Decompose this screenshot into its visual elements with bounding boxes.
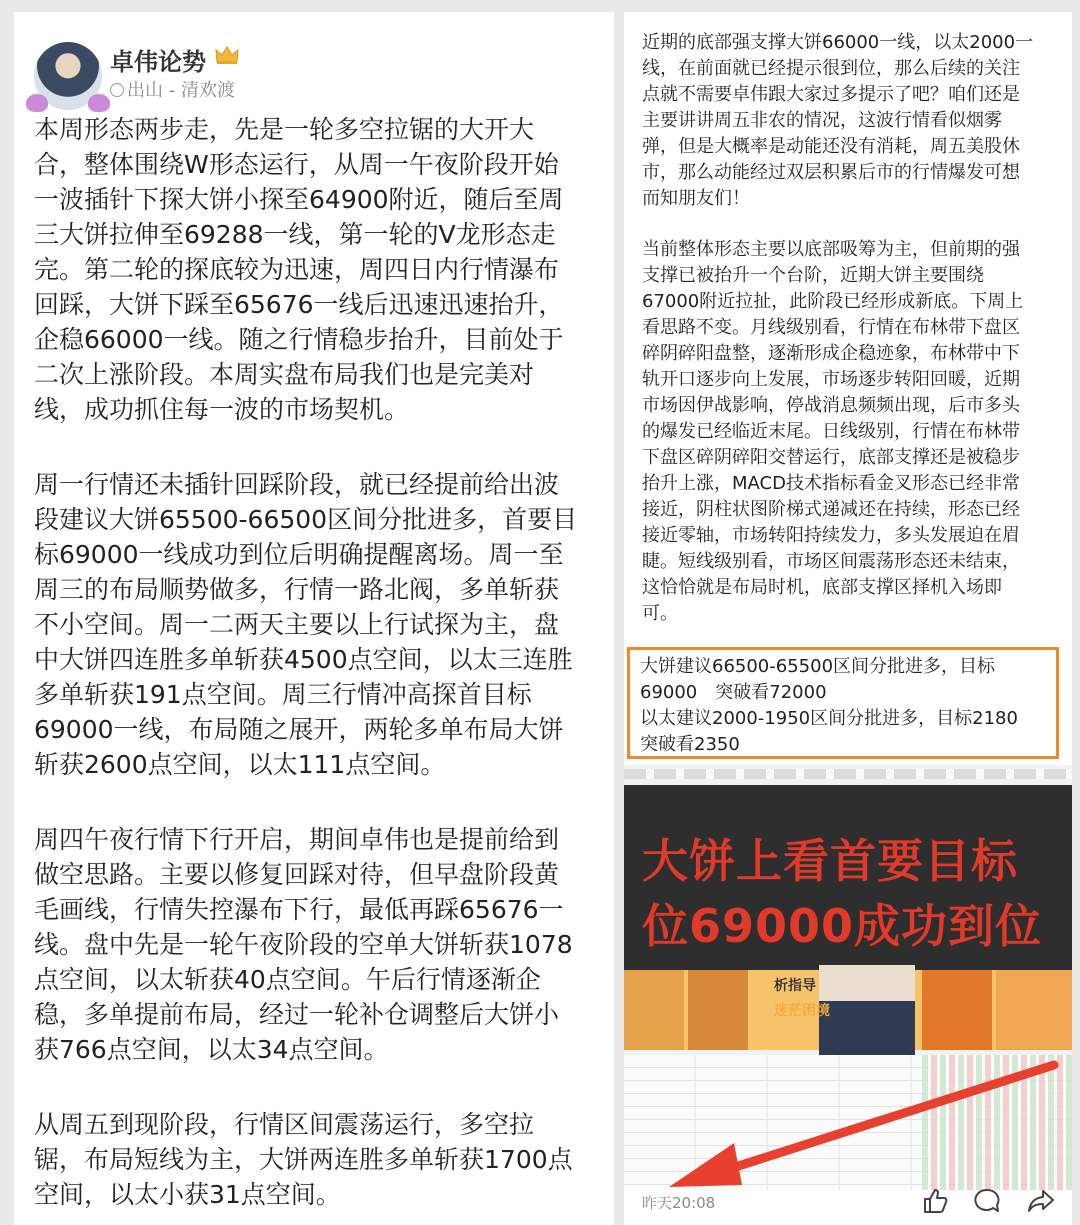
text-line: 69000一线，布局随之展开，两轮多单布局大饼 [34,715,564,744]
banner-line-2: 位69000成功到位 [642,899,1043,953]
text-line: 轨开口逐步向上发展，市场逐步转阳回暖，近期 [642,369,1020,390]
thumb-label-1: 析指导 [774,978,816,994]
text-line: 周一行情还未插针回踩阶段，就已经提前给出波 [34,470,560,499]
text-line: 点就不需要卓伟跟大家过多提示了吧？咱们还是 [642,84,1020,105]
text-line: 二次上涨阶段。本周实盘布局我们也是完美对 [34,360,535,389]
paragraph-left-2 [34,467,594,782]
text-line: 一波插针下探大饼小探至64900附近，随后至周 [34,185,564,214]
text-line: 标69000一线成功到位后明确提醒离场。周一至 [34,540,564,569]
text-line: 做空思路。主要以修复回踩对待，但早盘阶段黄 [34,860,560,889]
author-subtitle: 出山 - 清欢渡 [110,76,235,102]
text-line: 本周形态两步走，先是一轮多空拉锯的大开大 [34,115,535,144]
text-line: 抬升上涨，MACD技术指标看金叉形态已经非常 [642,473,1020,494]
callout-line: 大饼建议66500-65500区间分批进多，目标 [640,656,996,677]
text-line: 周四午夜行情下行开启，期间卓伟也是提前给到 [34,825,560,854]
avatar-decoration-right [88,94,110,112]
text-line: 空间，以太小获31点空间。 [34,1180,341,1209]
text-line: 点空间，以太斩获40点空间。午后行情逐渐企 [34,965,541,994]
text-line: 锯，布局短线为主，大饼两连胜多单斩获1700点 [34,1145,573,1174]
paragraph-right-1 [642,30,1054,212]
trade-suggestion-box [627,647,1059,759]
text-line: 支撑已被抬升一个台阶，近期大饼主要围绕 [642,265,984,286]
text-line: 近期的底部强支撑大饼66000一线，以太2000一 [642,32,1034,53]
text-line: 线，成功抓住每一波的市场契机。 [34,395,410,424]
text-line: 线，在前面就已经提示很到位，那么后续的关注 [642,58,1020,79]
text-line: 市，那么动能经过双层积累后市的行情爆发可想 [642,162,1020,183]
text-line: 看思路不变。月线级别看，行情在布林带下盘区 [642,317,1020,338]
paragraph-left-1 [34,112,594,427]
text-line: 获766点空间，以太34点空间。 [34,1035,389,1064]
paragraph-left-4 [34,1107,594,1212]
author-name[interactable]: 卓伟论势 [110,48,206,76]
post-time: 昨天20:08 [642,1194,716,1212]
crown-badge-icon [214,44,240,66]
avatar-decoration-left [26,94,48,112]
text-line: 不小空间。周一二两天主要以上行试探为主，盘 [34,610,560,639]
text-line: 稳，多单提前布局，经过一轮补仓调整后大饼小 [34,1000,560,1029]
text-line: 回踩，大饼下踩至65676一线后迅速迅速抬升， [34,290,564,319]
text-line: 接近零轴，市场转阳持续发力，多头发展迫在眉 [642,525,1020,546]
text-line: 碎阴碎阳盘整，逐渐形成企稳迹象，布林带中下 [642,343,1020,364]
text-line: 毛画线，行情失控瀑布下行，最低再踩65676一 [34,895,564,924]
text-line: 的爆发已经临近末尾。日线级别，行情在布林带 [642,421,1020,442]
text-line: 主要讲讲周五非农的情况，这波行情看似烟雾 [642,110,1002,131]
callout-line: 以太建议2000-1950区间分批进多，目标2180 [640,708,1018,729]
text-line: 周三的布局顺势做多，行情一路北阀，多单斩获 [34,575,560,604]
banner-line-1: 大饼上看首要目标 [642,834,1018,888]
red-arrow-icon [624,765,1072,1190]
text-line: 弹，但是大概率是动能还没有消耗，周五美股休 [642,136,1020,157]
embedded-screenshot[interactable] [624,765,1072,1190]
text-line: 线。盘中先是一轮午夜阶段的空单大饼斩获1078 [34,930,573,959]
text-line: 完。第二轮的探底较为迅速，周四日内行情瀑布 [34,255,560,284]
text-line: 这恰恰就是布局时机，底部支撑区择机入场即 [642,577,1002,598]
text-line: 睫。短线级别看，市场区间震荡形态还未结束， [642,551,1020,572]
text-line: 当前整体形态主要以底部吸筹为主，但前期的强 [642,239,1020,260]
text-line: 而知朋友们！ [642,188,750,209]
text-line: 段建议大饼65500-66500区间分批进多，首要目 [34,505,578,534]
callout-line: 69000 突破看72000 [640,682,827,703]
text-line: 从周五到现阶段，行情区间震荡运行，多空拉 [34,1110,535,1139]
callout-line: 突破看2350 [640,734,740,755]
text-line: 企稳66000一线。随之行情稳步抬升，目前处于 [34,325,564,354]
text-line: 多单斩获191点空间。周三行情冲高探首目标 [34,680,532,709]
post-right-panel [624,12,1072,1225]
paragraph-left-3 [34,822,594,1067]
text-line: 中大饼四连胜多单斩获4500点空间，以太三连胜 [34,645,573,674]
text-line: 接近，阴柱状图阶梯式递减还在持续，形态已经 [642,499,1020,520]
post-left-panel [14,12,614,1225]
text-line: 可。 [642,603,678,624]
share-icon[interactable] [1026,1186,1056,1216]
thumb-label-2: 迷茫困境 [774,1003,830,1019]
location-icon [110,83,124,97]
comment-icon[interactable] [972,1186,1002,1216]
like-icon[interactable] [920,1186,950,1216]
text-line: 合，整体围绕W形态运行，从周一午夜阶段开始 [34,150,559,179]
text-line: 下盘区碎阴碎阳交替运行，底部支撑还是被稳步 [642,447,1020,468]
paragraph-right-2 [642,237,1054,627]
text-line: 市场因伊战影响，停战消息频频出现，后市多头 [642,395,1020,416]
text-line: 三大饼拉伸至69288一线，第一轮的V龙形态走 [34,220,556,249]
text-line: 67000附近拉扯，此阶段已经形成新底。下周上 [642,291,1024,312]
text-line: 斩获2600点空间，以太111点空间。 [34,750,446,779]
